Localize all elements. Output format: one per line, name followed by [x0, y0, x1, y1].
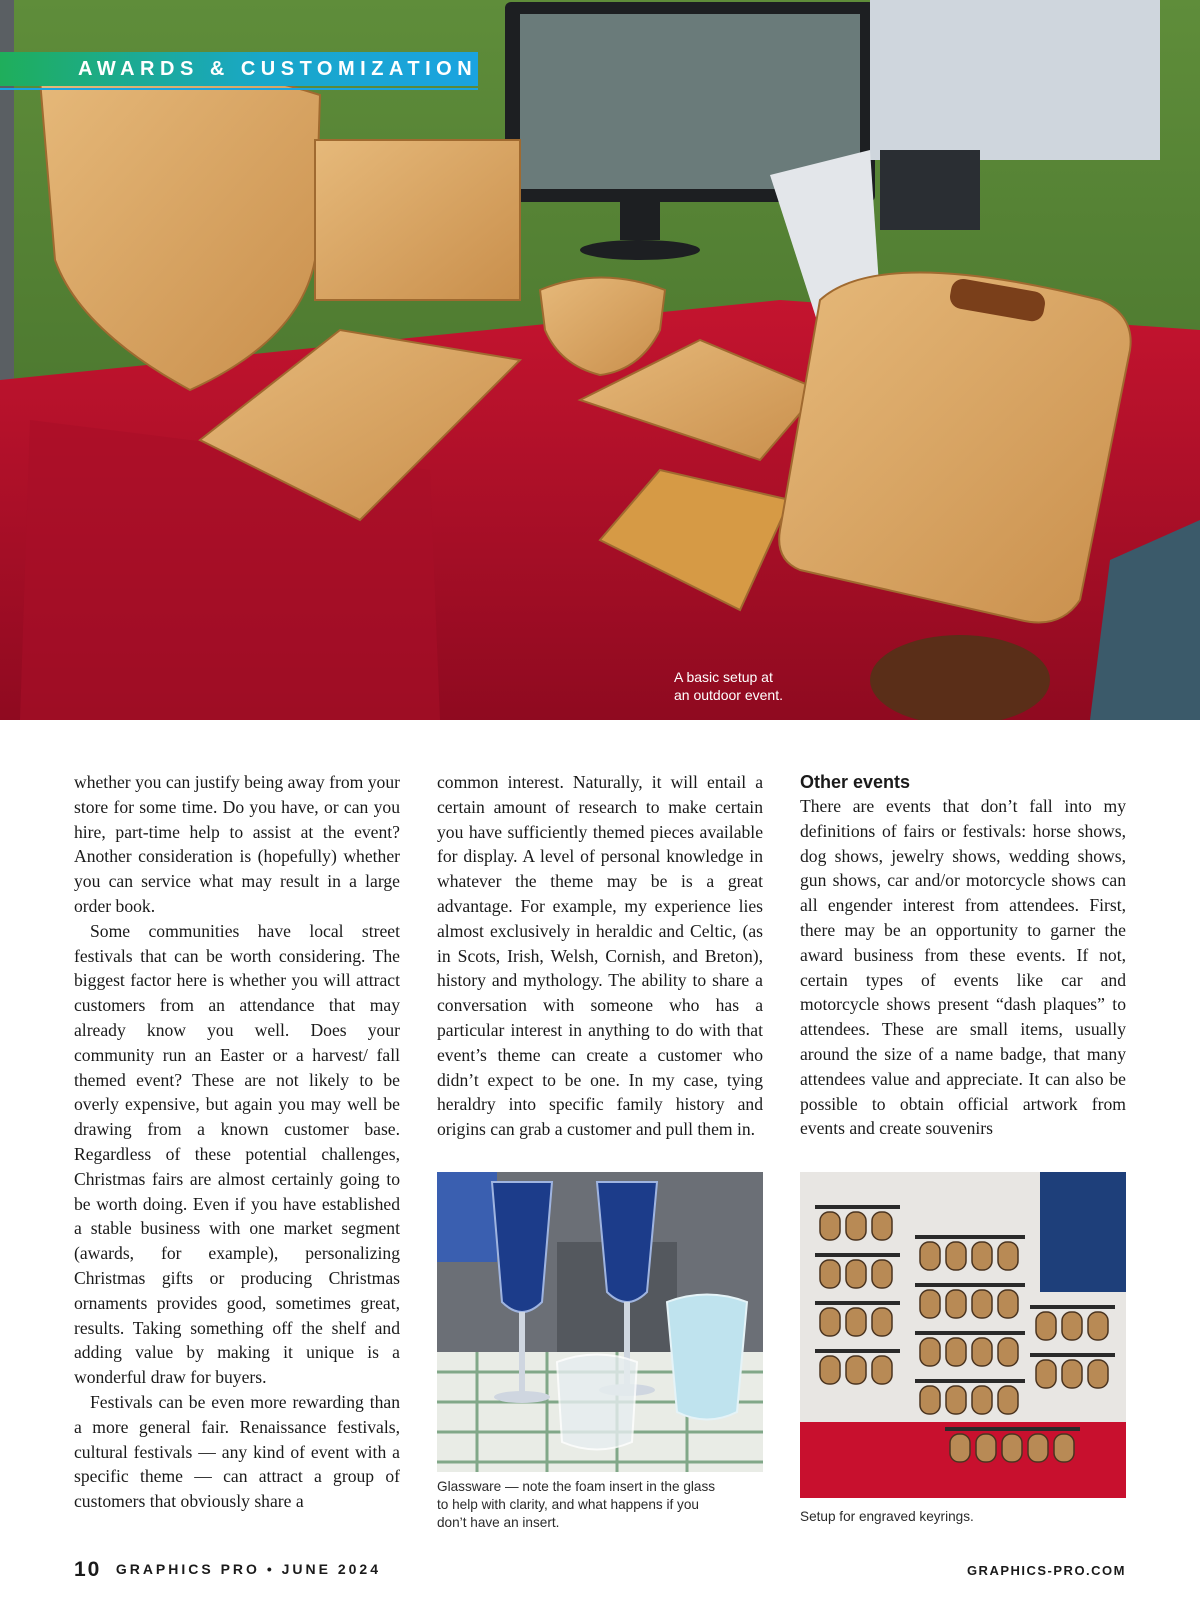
keyrings-illustration [800, 1172, 1126, 1498]
hero-caption-line-1: A basic setup at [674, 669, 773, 685]
paragraph: Some communities have local street festivals that can be worth considering. The biggest factor here is whether you will attract customers from an attendance that may already know you well. Does your community run an Easter or a harvest/ fall themed event? These are not likely to be overly expensive, but again you may well be drawing from a known customer base. Regardless of these potential challenges, Christmas fairs are almost certainly going to be worth doing. Even if you have established a stable business with one market segment (awards, for example), personalizing Christmas gifts or producing Christmas ornaments provides good, sometimes great, results. Taking something off the shelf and adding value by making it unique is a wonderful draw for buyers. [74, 920, 400, 1388]
glassware-caption-line-1: Glassware — note the foam insert in the glass [437, 1479, 716, 1494]
paragraph: common interest. Naturally, it will entail a certain amount of research to make certain you have sufficiently themed pieces available for display. A level of personal knowledge in whatever the theme may be is a great advantage. For example, my experience lies almost exclusively in heraldic and Celtic, (as in Scots, Irish, Welsh, Cornish, and Breton), history and mythology. The ability to share a conversation with someone who has a particular interest in anything to do with that event’s theme can create a customer who didn’t expect to be one. In my case, tying heraldry into specific family history and origins can grab a customer and pull them in. [437, 772, 763, 1140]
keyrings-photo [800, 1172, 1126, 1498]
footer-left [74, 1558, 381, 1582]
publication-name: GRAPHICS PRO • JUNE 2024 [115, 1561, 381, 1577]
section-tag-label: AWARDS & CUSTOMIZATION [78, 58, 478, 80]
paragraph: There are events that don’t fall into my definitions of fairs or festivals: horse shows, dog shows, jewelry shows, wedding shows, gun shows, car and/or motorcycle shows can all engender interest from attendees. First, there may be an opportunity to garner the award business from these events. If not, certain types of events like car and motorcycle shows present “dash plaques” to attendees. These are small items, usually around the size of a name badge, that many attendees value and appreciate. It can also be possible to obtain official artwork from events and create souvenirs [800, 796, 1126, 1139]
glassware-caption-line-2: to help with clarity, and what happens if you [437, 1497, 699, 1512]
outdoor-event-illustration [0, 0, 1200, 720]
hero-caption [674, 668, 834, 704]
hero-photo [0, 0, 1200, 720]
article-column-1 [74, 770, 400, 1514]
hero-caption-line-2: an outdoor event. [674, 687, 783, 703]
page-number: 10 [74, 1558, 102, 1581]
glassware-caption [437, 1478, 767, 1532]
footer-website[interactable]: GRAPHICS-PRO.COM [966, 1563, 1126, 1578]
paragraph: whether you can justify being away from your store for some time. Do you have, or can you hire, part-time help to assist at the event? Another consideration is (hopefully) whether you can service what may result in a large order book. [74, 772, 400, 916]
keyrings-caption: Setup for engraved keyrings. [800, 1509, 974, 1524]
section-heading: Other events [800, 772, 911, 792]
section-tag [0, 52, 478, 86]
article-column-3 [800, 770, 1126, 1141]
glassware-illustration [437, 1172, 763, 1472]
glassware-photo [437, 1172, 763, 1472]
article-column-2 [437, 770, 763, 1142]
paragraph: Festivals can be even more rewarding than a more general fair. Renaissance festivals, cultural festivals — any kind of event with a specific theme — can attract a group of customers that obviously share a [74, 1391, 400, 1512]
section-tag-rule [0, 88, 478, 90]
glassware-caption-line-3: don’t have an insert. [437, 1515, 560, 1530]
